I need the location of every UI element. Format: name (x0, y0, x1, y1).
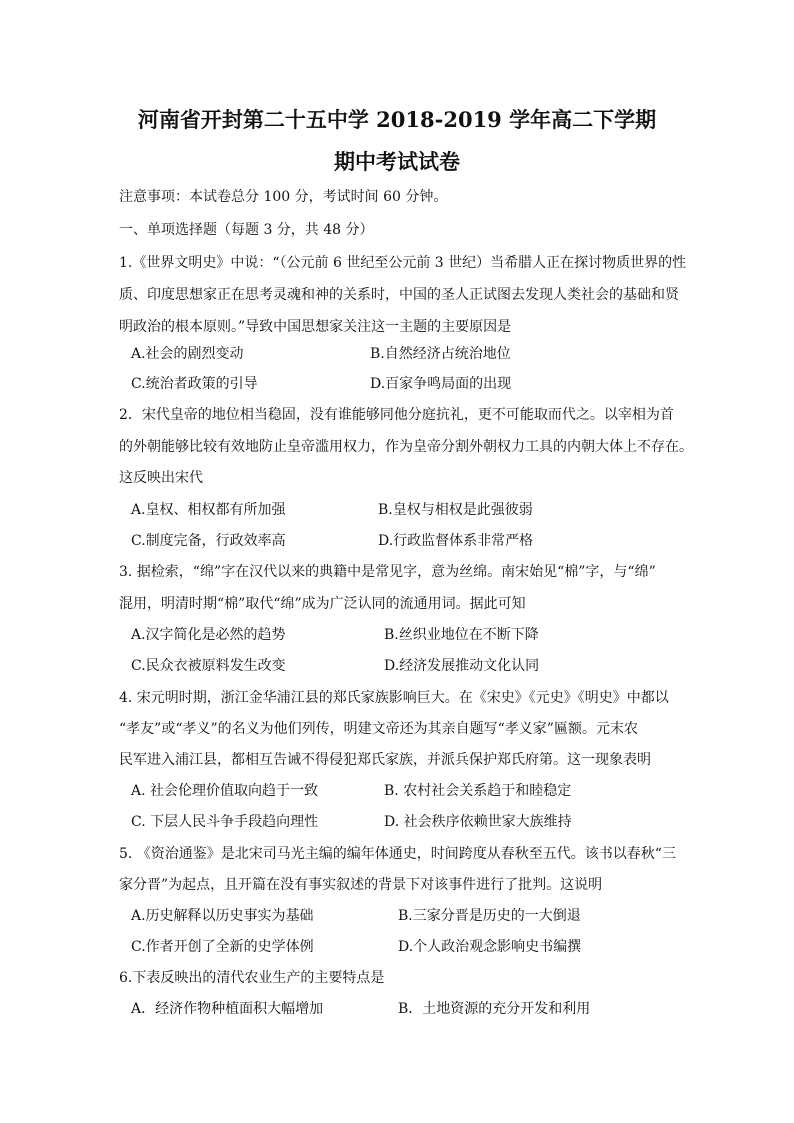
section-heading: 一、单项选择题（每题 3 分，共 48 分） (119, 222, 374, 238)
question-4-line-2: “孝友”或“孝义”的名义为他们列传，明建文帝还为其亲自题写“孝义家”匾额。元末农 (119, 721, 638, 737)
question-5-option-a: A.历史解释以历史事实为基础 (131, 908, 314, 924)
question-3-line-1: 3. 据检索，“绵”字在汉代以来的典籍中是常见字，意为丝绵。南宋始见“棉”字，与“绵” (119, 564, 656, 580)
question-6-option-b: B．土地资源的充分开发和利用 (398, 1001, 591, 1017)
question-2-option-d: D.行政监督体系非常严格 (378, 533, 534, 549)
question-1-line-1: 1.《世界文明史》中说：“（公元前 6 世纪至公元前 3 世纪）当希腊人正在探讨物质世界的性 (119, 255, 687, 271)
question-2-line-3: 这反映出宋代 (119, 470, 203, 486)
exam-subtitle: 期中考试试卷 (334, 149, 460, 174)
question-4-option-d: D. 社会秩序依赖世家大族维持 (384, 814, 572, 830)
question-4-option-c: C. 下层人民斗争手段趋向理性 (131, 814, 319, 830)
exam-title: 河南省开封第二十五中学 2018-2019 学年高二下学期 (137, 107, 657, 132)
question-5-option-b: B.三家分晋是历史的一大倒退 (398, 908, 581, 924)
question-1-option-a: A.社会的剧烈变动 (131, 346, 244, 362)
question-4-line-1: 4. 宋元明时期，浙江金华浦江县的郑氏家族影响巨大。在《宋史》《元史》《明史》中都以 (119, 690, 669, 706)
question-3-option-b: B.丝织业地位在不断下降 (384, 627, 539, 643)
question-4-option-a: A. 社会伦理价值取向趋于一致 (131, 783, 319, 799)
question-2-option-a: A.皇权、相权都有所加强 (131, 502, 286, 518)
question-5-line-2: 家分晋”为起点，且开篇在没有事实叙述的背景下对该事件进行了批判。这说明 (119, 877, 603, 893)
question-1-line-2: 质、印度思想家正在思考灵魂和神的关系时，中国的圣人正试图去发现人类社会的基础和贤 (119, 287, 679, 303)
question-2-line-2: 的外朝能够比较有效地防止皇帝滥用权力，作为皇帝分割外朝权力工具的内朝大体上不存在。 (119, 439, 693, 455)
question-1-line-3: 明政治的根本原则。”导致中国思想家关注这一主题的主要原因是 (119, 319, 512, 335)
question-1-option-c: C.统治者政策的引导 (131, 376, 258, 392)
notice-text: 注意事项：本试卷总分 100 分，考试时间 60 分钟。 (119, 189, 448, 205)
question-1-option-d: D.百家争鸣局面的出现 (370, 376, 512, 392)
question-5-option-d: D.个人政治观念影响史书编撰 (398, 939, 582, 955)
question-6-option-a: A．经济作物种植面积大幅增加 (131, 1001, 324, 1017)
question-3-option-c: C.民众衣被原料发生改变 (131, 658, 286, 674)
question-4-line-3: 民军进入浦江县，都相互告诫不得侵犯郑氏家族，并派兵保护郑氏府第。这一现象表明 (119, 752, 651, 768)
question-4-option-b: B. 农村社会关系趋于和睦稳定 (384, 783, 572, 799)
question-3-option-d: D.经济发展推动文化认同 (384, 658, 540, 674)
question-2-line-1: 2．宋代皇帝的地位相当稳固，没有谁能够同他分庭抗礼，更不可能取而代之。以宰相为首 (119, 407, 674, 423)
question-3-line-2: 混用，明清时期“棉”取代“绵”成为广泛认同的流通用词。据此可知 (119, 596, 526, 612)
question-6-line-1: 6.下表反映出的清代农业生产的主要特点是 (119, 970, 385, 986)
question-3-option-a: A.汉字简化是必然的趋势 (131, 627, 286, 643)
question-2-option-b: B.皇权与相权是此强彼弱 (378, 502, 533, 518)
question-5-option-c: C.作者开创了全新的史学体例 (131, 939, 314, 955)
question-5-line-1: 5. 《资治通鉴》是北宋司马光主编的编年体通史，时间跨度从春秋至五代。该书以春秋“三 (119, 846, 676, 862)
question-2-option-c: C.制度完备，行政效率高 (131, 533, 286, 549)
question-1-option-b: B.自然经济占统治地位 (370, 346, 511, 362)
